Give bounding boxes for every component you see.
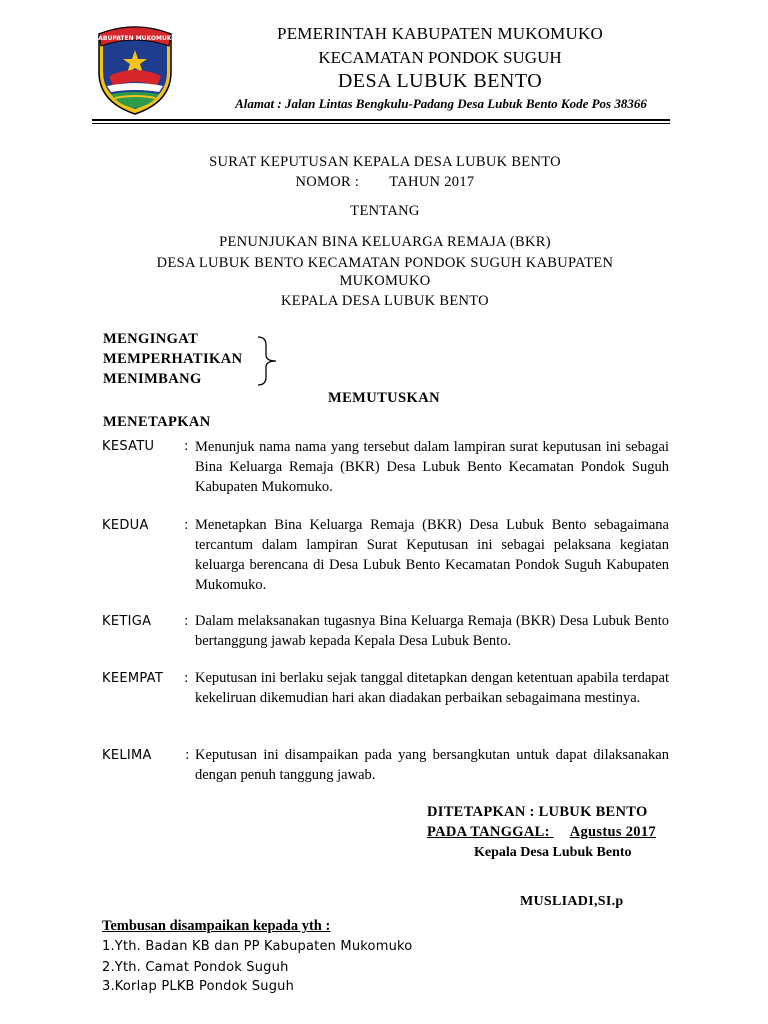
signatory-name: MUSLIADI,SI.p: [520, 894, 624, 909]
item-colon: :: [184, 518, 189, 533]
district-name: KECAMATAN PONDOK SUGUH: [318, 48, 562, 67]
item-colon: :: [185, 748, 190, 763]
item-colon: :: [184, 439, 189, 454]
address-line: Alamat : Jalan Lintas Bengkulu-Padang Desa Lubuk Bento Kode Pos 38366: [235, 96, 647, 111]
logo-caption: KABUPATEN MUKOMUKO: [93, 35, 177, 42]
item-text-ketiga: Dalam melaksanakan tugasnya Bina Keluarga Remaja (BKR) Desa Lubuk Bento bertanggung jawab kepada Kepala Desa Lubuk Bento.: [195, 613, 669, 649]
signature-date: [427, 824, 656, 841]
item-label-kesatu: KESATU: [102, 439, 155, 454]
subject-line-4: KEPALA DESA LUBUK BENTO: [281, 293, 489, 309]
decree-title: SURAT KEPUTUSAN KEPALA DESA LUBUK BENTO: [209, 154, 561, 170]
distribution-heading: Tembusan disampaikan kepada yth :: [102, 918, 331, 934]
decree-year: TAHUN 2017: [389, 174, 475, 190]
signature-place: DITETAPKAN : LUBUK BENTO: [427, 804, 648, 820]
consideration-mengingat: MENGINGAT: [103, 331, 199, 347]
subject-line-1: PENUNJUKAN BINA KELUARGA REMAJA (BKR): [219, 234, 551, 250]
item-label-kedua: KEDUA: [102, 518, 149, 533]
item-colon: :: [184, 671, 189, 686]
subject-line-2: DESA LUBUK BENTO KECAMATAN PONDOK SUGUH KABUPATEN: [156, 255, 614, 271]
regency-logo: [93, 20, 177, 116]
item-colon: :: [184, 614, 189, 629]
signature-date-value: Agustus 2017: [569, 824, 656, 840]
header-rule-thick: [92, 119, 670, 121]
decree-number: [100, 174, 670, 191]
item-text-kesatu: Menunjuk nama nama yang tersebut dalam lampiran surat keputusan ini sebagai Bina Keluarga Remaja (BKR) Desa Lubuk Bento Kecamatan Pondok Suguh Kabupaten Mukomuko.: [195, 439, 669, 495]
item-label-kelima: KELIMA: [102, 748, 152, 763]
government-name: PEMERINTAH KABUPATEN MUKOMUKO: [277, 24, 603, 43]
number-label: NOMOR :: [295, 174, 360, 190]
establishes-heading: MENETAPKAN: [103, 414, 211, 430]
distribution-item: 2.Yth. Camat Pondok Suguh: [102, 960, 289, 975]
consideration-memperhatikan: MEMPERHATIKAN: [103, 351, 243, 367]
village-name: DESA LUBUK BENTO: [337, 70, 543, 92]
item-text-kelima: Keputusan ini disampaikan pada yang bersangkutan untuk dapat dilaksanakan dengan penuh tanggung jawab.: [195, 747, 669, 783]
curly-brace-icon: [252, 335, 282, 392]
about-heading: TENTANG: [350, 203, 420, 219]
consideration-menimbang: MENIMBANG: [103, 371, 202, 387]
signature-position: Kepala Desa Lubuk Bento: [474, 845, 632, 860]
item-label-ketiga: KETIGA: [102, 614, 152, 629]
item-text-kedua: Menetapkan Bina Keluarga Remaja (BKR) Desa Lubuk Bento sebagaimana tercantum dalam lampiran Surat Keputusan ini sebagai pelaksana kegiatan keluarga berencana di Desa Lubuk Bento Kecamatan Pondok Suguh Kabupaten Mukomuko.: [195, 517, 669, 593]
signature-date-label: PADA TANGGAL:: [427, 824, 550, 840]
header-rule-thin: [92, 123, 670, 124]
subject-line-3: MUKOMUKO: [339, 273, 431, 289]
item-label-keempat: KEEMPAT: [102, 671, 164, 686]
item-text-keempat: Keputusan ini berlaku sejak tanggal ditetapkan dengan ketentuan apabila terdapat kekeliruan dikemudian hari akan diadakan perbaikan sebagaimana mestinya.: [195, 670, 669, 706]
distribution-item: 1.Yth. Badan KB dan PP Kabupaten Mukomuko: [102, 939, 413, 954]
distribution-item: 3.Korlap PLKB Pondok Suguh: [102, 979, 295, 994]
decides-heading: MEMUTUSKAN: [328, 390, 440, 406]
